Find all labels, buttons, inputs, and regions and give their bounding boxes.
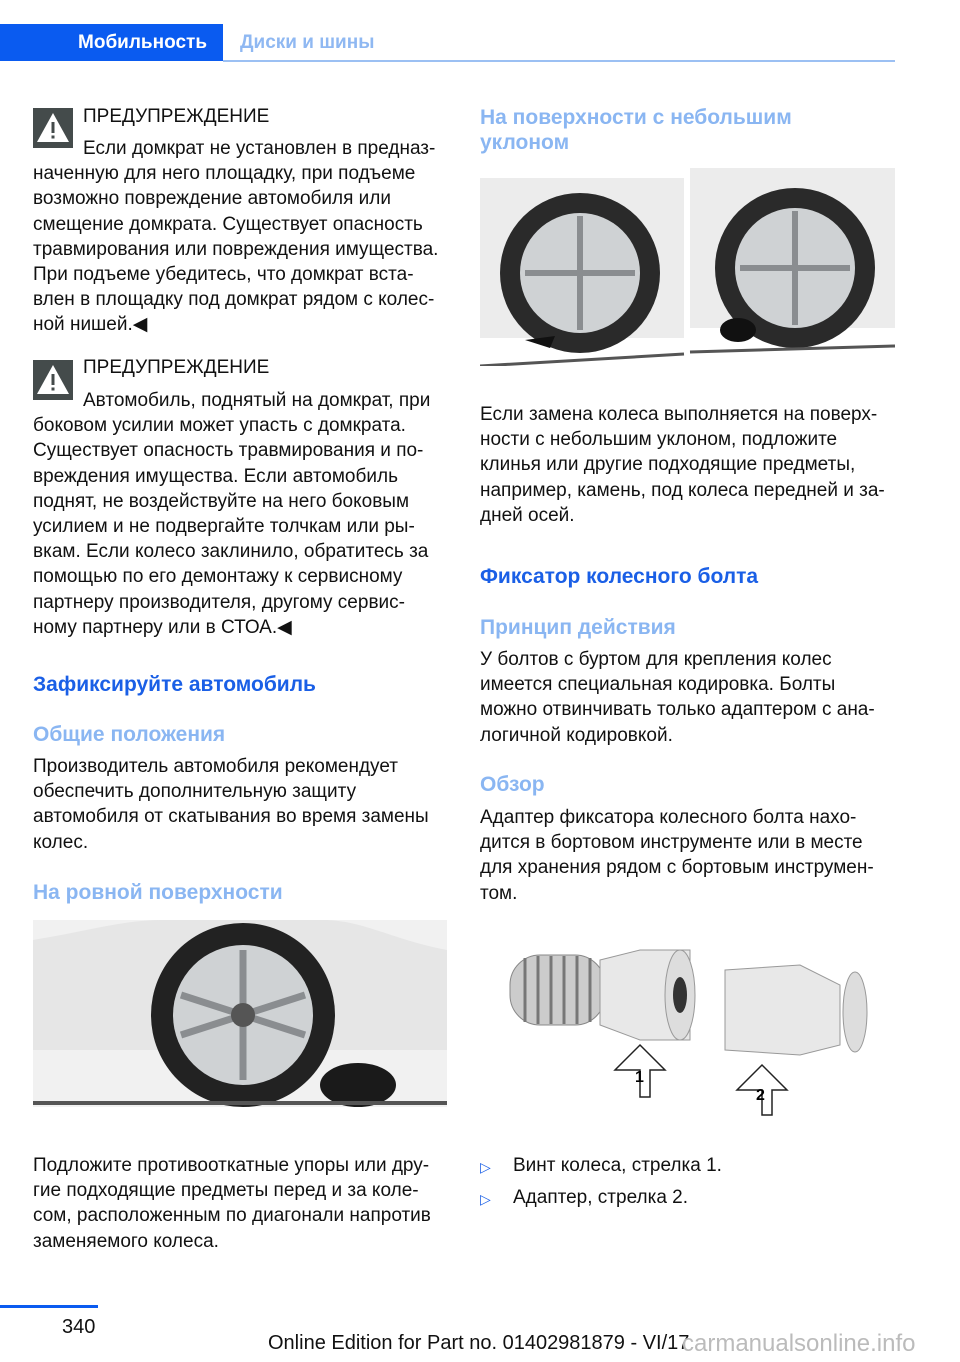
edition-text: Online Edition for Part no. 01402981879 - VI/17 bbox=[268, 1332, 690, 1354]
warning-text: Автомобиль, поднятый на домкрат, при боковом усилии может упасть с домкрата. Существует опасность травмирования и по- вреждения имущества. Если автомобиль поднят, не воздействуйте на него боковым усилием и не подвергайте толчкам или ры- вкам. Если колесо заклинило, обратитесь за помощью по его демонтажу к сервисному партнеру производителя, другому сервис- ному партнеру или в СТОА.◀ bbox=[33, 390, 431, 638]
paragraph: Адаптер фиксатора колесного болта нахо- дится в бортовом инструменте или в месте для хранения рядом с бортовым инструмен- том. bbox=[480, 807, 874, 904]
paragraph: Производитель автомобиля рекомендует обеспечить дополнительную защиту автомобиля от скатывания во время замены колес. bbox=[33, 756, 429, 853]
watermark: carmanualsonline.info bbox=[682, 1330, 916, 1357]
list-item-text: Винт колеса, стрелка 1. bbox=[513, 1155, 722, 1176]
warning-title: ПРЕДУПРЕЖДЕНИЕ bbox=[83, 106, 270, 127]
subheading: Обзор bbox=[480, 773, 545, 796]
car-slope-image bbox=[480, 168, 895, 366]
page-number: 340 bbox=[62, 1316, 96, 1338]
warning-title: ПРЕДУПРЕЖДЕНИЕ bbox=[83, 357, 270, 378]
footer-divider bbox=[0, 1305, 98, 1308]
list-item-text: Адаптер, стрелка 2. bbox=[513, 1187, 689, 1208]
figure-label-1: 1 bbox=[635, 1069, 644, 1086]
paragraph: Если замена колеса выполняется на поверх- ности с небольшим уклоном, подложите клинья или другие подходящие предметы, например, камень, под колеса передней и за- дней осей. bbox=[480, 404, 885, 526]
tab-mobility[interactable]: Мобильность bbox=[0, 24, 223, 61]
warning-text: Если домкрат не установлен в предназ- наченную для него площадку, при подъеме возможно повреждение автомобиля или смещение домкрата. Существует опасность травмирования или повреждения имущества. При подъеме убедитесь, что домкрат вста- влен в площадку под домкрат рядом с колес- ной нишей.◀ bbox=[33, 138, 439, 336]
figure-label-2: 2 bbox=[756, 1087, 765, 1104]
subheading: На поверхности с небольшим уклоном bbox=[480, 106, 792, 154]
tab-wheels-tires[interactable]: Диски и шины bbox=[240, 32, 375, 53]
section-heading: Зафиксируйте автомобиль bbox=[33, 673, 316, 696]
wheel-bolt-adapter-image bbox=[500, 940, 880, 1120]
subheading: На ровной поверхности bbox=[33, 881, 283, 904]
section-heading: Фиксатор колесного болта bbox=[480, 565, 759, 588]
bullet-marker-icon: ▷ bbox=[480, 1191, 491, 1207]
subheading: Принцип действия bbox=[480, 616, 676, 639]
subheading: Общие положения bbox=[33, 723, 226, 746]
paragraph: Подложите противооткатные упоры или дру- гие подходящие предметы перед и за коле- сом, расположенным по диагонали напротив заменяемого колеса. bbox=[33, 1155, 431, 1252]
bullet-marker-icon: ▷ bbox=[480, 1159, 491, 1175]
header-divider bbox=[223, 60, 895, 62]
paragraph: У болтов с буртом для крепления колес имеется специальная кодировка. Болты можно отвинчивать только адаптером с ана- логичной кодировкой. bbox=[480, 649, 875, 746]
car-wheel-chock-image bbox=[33, 920, 447, 1107]
